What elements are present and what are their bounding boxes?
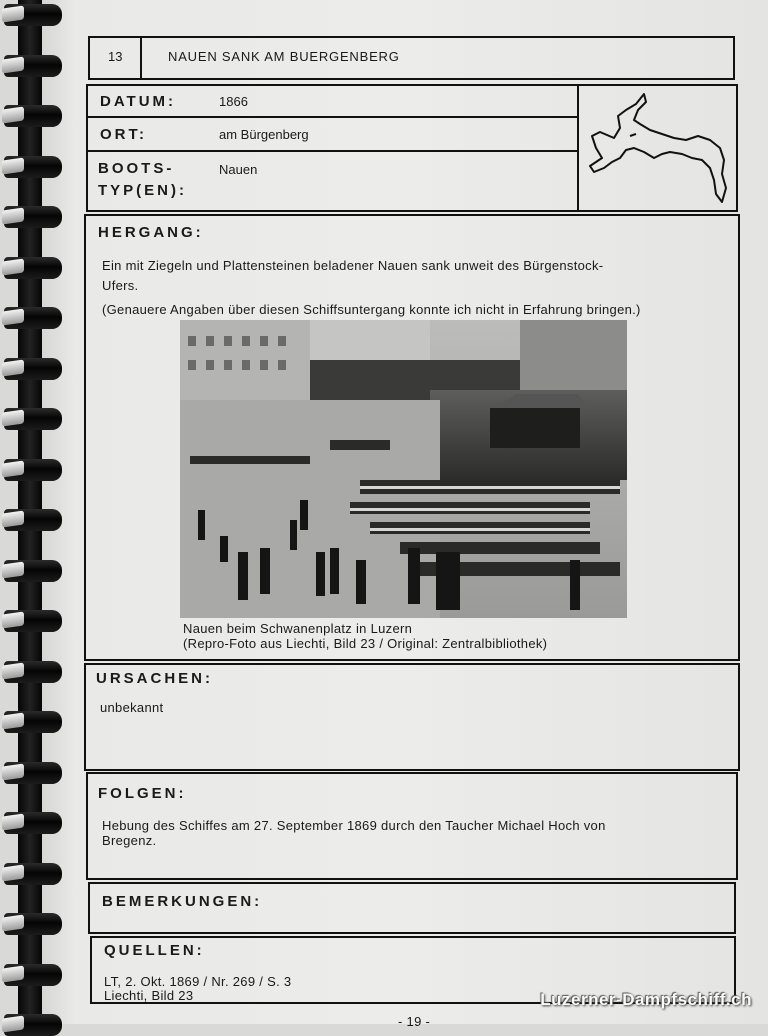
binding-ring	[4, 55, 62, 77]
site-watermark: Luzerner-Dampfschiff.ch	[540, 990, 752, 1009]
bootstyp-label-line2: TYP(EN):	[98, 182, 187, 199]
ursachen-label: URSACHEN:	[96, 670, 213, 687]
binding-ring	[4, 509, 62, 531]
folgen-text-line2: Bregenz.	[102, 833, 157, 848]
folgen-label: FOLGEN:	[98, 785, 187, 802]
binding-ring	[4, 1014, 62, 1036]
binding-ring	[4, 105, 62, 127]
binding-ring	[4, 257, 62, 279]
binding-ring	[4, 156, 62, 178]
bootstyp-label-line1: BOOTS-	[98, 160, 175, 177]
folgen-text-line1: Hebung des Schiffes am 27. September 1869 durch den Taucher Michael Hoch von	[102, 818, 606, 833]
binding-ring	[4, 307, 62, 329]
binding-ring	[4, 408, 62, 430]
ort-value: am Bürgenberg	[219, 127, 309, 142]
hergang-text-line1: Ein mit Ziegeln und Plattensteinen beladener Nauen sank unweit des Bürgenstock-	[102, 258, 604, 273]
hergang-text-line3: (Genauere Angaben über diesen Schiffsuntergang konnte ich nicht in Erfahrung bringen.)	[102, 302, 641, 317]
spiral-binding	[0, 0, 68, 1024]
map-divider	[577, 84, 579, 212]
binding-ring	[4, 711, 62, 733]
binding-ring	[4, 358, 62, 380]
binding-ring	[4, 610, 62, 632]
lake-map-icon	[582, 88, 732, 208]
binding-ring	[4, 206, 62, 228]
datum-label: DATUM:	[100, 93, 177, 110]
binding-ring	[4, 913, 62, 935]
photo-caption-line2: (Repro-Foto aus Liechti, Bild 23 / Original: Zentralbibliothek)	[183, 636, 548, 651]
binding-ring	[4, 812, 62, 834]
record-number: 13	[108, 49, 123, 64]
binding-ring	[4, 964, 62, 986]
bemerkungen-label: BEMERKUNGEN:	[102, 893, 263, 910]
datum-value: 1866	[219, 94, 248, 109]
binding-ring	[4, 459, 62, 481]
datum-separator	[86, 116, 578, 118]
bootstyp-value: Nauen	[219, 162, 258, 177]
ort-separator	[86, 150, 578, 152]
quellen-text-line1: LT, 2. Okt. 1869 / Nr. 269 / S. 3	[104, 974, 292, 989]
hergang-label: HERGANG:	[98, 224, 204, 241]
historical-photo	[180, 320, 627, 618]
binding-ring	[4, 762, 62, 784]
binding-ring	[4, 4, 62, 26]
binding-ring	[4, 863, 62, 885]
photo-caption-line1: Nauen beim Schwanenplatz in Luzern	[183, 621, 413, 636]
binding-ring	[4, 661, 62, 683]
quellen-text-line2: Liechti, Bild 23	[104, 988, 194, 1003]
binding-ring	[4, 560, 62, 582]
header-divider	[140, 36, 142, 80]
quellen-label: QUELLEN:	[104, 942, 205, 959]
hergang-text-line2: Ufers.	[102, 278, 139, 293]
ort-label: ORT:	[100, 126, 147, 143]
ursachen-text: unbekannt	[100, 700, 164, 715]
page-number: - 19 -	[398, 1014, 431, 1029]
record-title: NAUEN SANK AM BUERGENBERG	[168, 49, 400, 64]
